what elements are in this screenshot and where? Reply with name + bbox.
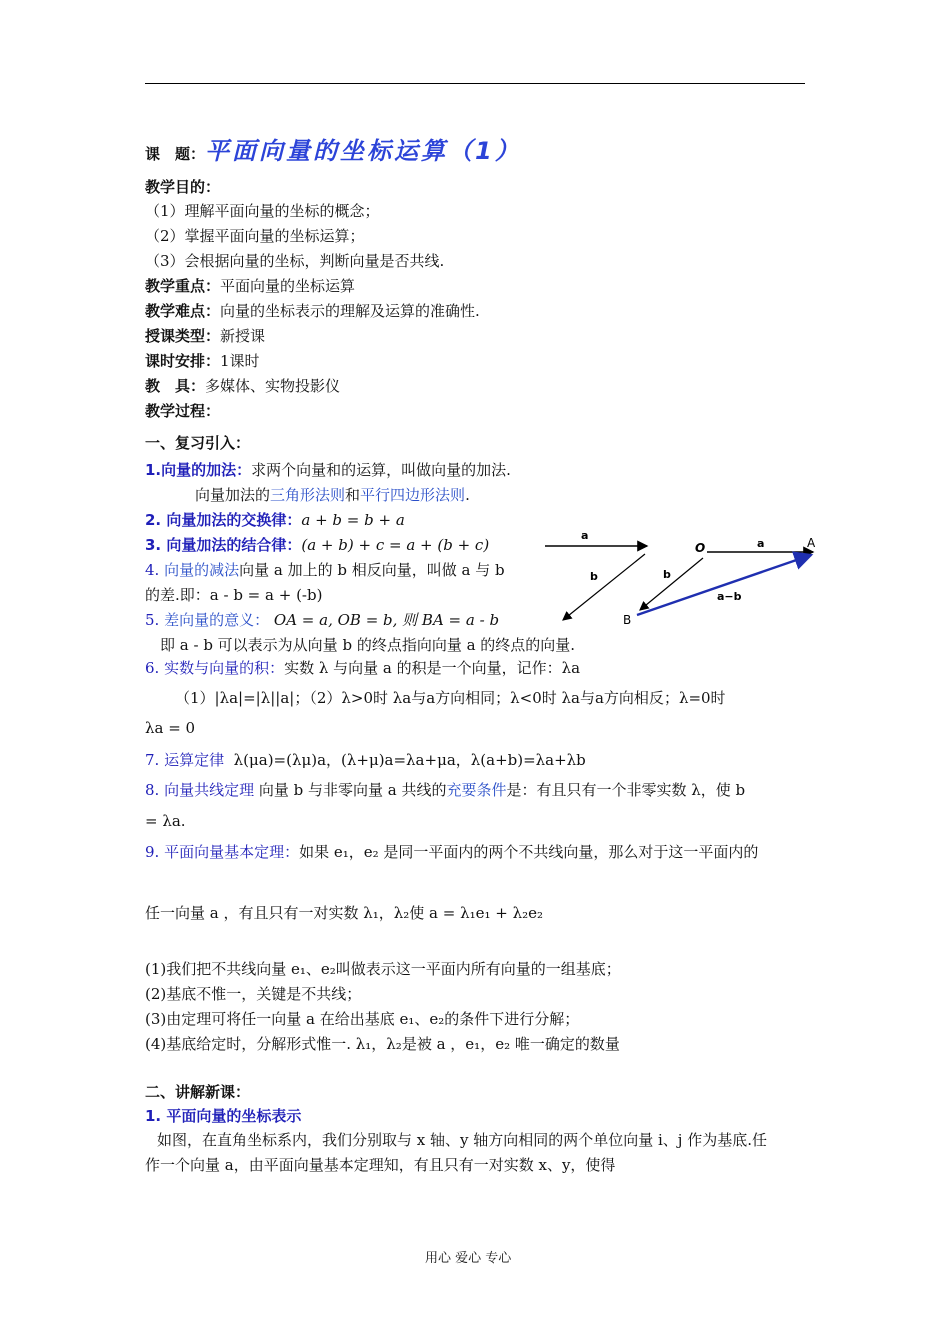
review-item-1b: 向量加法的三角形法则和平行四边形法则. — [195, 486, 470, 504]
link-triangle-rule[interactable]: 三角形法则 — [270, 486, 346, 504]
lesson-title-row — [145, 137, 522, 165]
label-a-left: a — [581, 530, 589, 542]
label-O: O — [695, 541, 706, 555]
review-item-3: 3. 向量加法的结合律：(a + b) + c = a + (b + c) — [145, 536, 490, 554]
new-item-1: 1. 平面向量的坐标表示 — [145, 1107, 302, 1125]
meta-tools: 教 具：多媒体、实物投影仪 — [145, 377, 341, 395]
vector-subtraction-figure — [535, 530, 825, 630]
review-item-9: 9. 平面向量基本定理：如果 e₁，e₂ 是同一平面内的两个不共线向量，那么对于这一平面内的 — [145, 843, 759, 861]
meta-hours: 课时安排：1课时 — [145, 352, 260, 370]
label-B: B — [623, 613, 632, 627]
link-necessary-sufficient[interactable]: 充要条件 — [446, 781, 507, 799]
meta-process: 教学过程： — [145, 402, 221, 420]
note-2: (2)基底不惟一，关键是不共线； — [145, 985, 362, 1003]
page-footer: 用心 爱心 专心 — [425, 1251, 512, 1266]
vector-b-left — [563, 554, 645, 620]
header-rule — [145, 83, 805, 84]
label-A: A — [807, 536, 816, 550]
new-para-2: 作一个向量 a，由平面向量基本定理知，有且只有一对实数 x、y，使得 — [145, 1156, 616, 1174]
review-item-4: 4. 向量的减法向量 a 加上的 b 相反向量，叫做 a 与 b — [145, 561, 505, 579]
review-item-1: 1.向量的加法：求两个向量和的运算，叫做向量的加法. — [145, 461, 511, 479]
title-prefix: 课 题： — [145, 145, 206, 163]
review-item-6: 6. 实数与向量的积：实数 λ 与向量 a 的积是一个向量，记作：λa — [145, 659, 581, 677]
section-review: 一、复习引入： — [145, 434, 251, 452]
vector-BA — [637, 555, 811, 615]
new-para-1: 如图，在直角坐标系内，我们分别取与 x 轴、y 轴方向相同的两个单位向量 i、j 作为基底.任 — [157, 1131, 767, 1149]
goal-2: （2）掌握平面向量的坐标运算； — [145, 227, 365, 245]
review-item-2: 2. 向量加法的交换律：a + b = b + a — [145, 511, 405, 529]
review-item-6-detail2: λa = 0 — [145, 719, 196, 737]
goal-1: （1）理解平面向量的坐标的概念； — [145, 202, 380, 220]
meta-type: 授课类型：新授课 — [145, 327, 266, 345]
meta-difficulty: 教学难点：向量的坐标表示的理解及运算的准确性. — [145, 302, 480, 320]
label-a-right: a — [757, 537, 765, 550]
meta-key-point: 教学重点：平面向量的坐标运算 — [145, 277, 356, 295]
section-new: 二、讲解新课： — [145, 1083, 251, 1101]
goal-3: （3）会根据向量的坐标，判断向量是否共线. — [145, 252, 445, 270]
review-item-5: 5. 差向量的意义： OA = a, OB = b, 则 BA = a - b — [145, 611, 500, 629]
note-4: (4)基底给定时，分解形式惟一. λ₁，λ₂是被 a ，e₁，e₂ 唯一确定的数量 — [145, 1035, 620, 1053]
label-b-left: b — [590, 570, 598, 583]
review-item-5b: 即 a - b 可以表示为从向量 b 的终点指向向量 a 的终点的向量. — [160, 636, 576, 654]
goals-label: 教学目的： — [145, 178, 221, 196]
review-item-7: 7. 运算定律 λ(μa)=(λμ)a，(λ+μ)a=λa+μa，λ(a+b)=λa+λb — [145, 751, 586, 769]
review-item-8b: = λa. — [145, 812, 186, 830]
review-item-4b: 的差.即：a - b = a + (-b) — [145, 586, 323, 604]
review-item-9b: 任一向量 a ，有且只有一对实数 λ₁，λ₂使 a = λ₁e₁ + λ₂e₂ — [145, 904, 544, 922]
link-subtraction[interactable]: 向量的减法 — [164, 561, 240, 579]
link-parallelogram-rule[interactable]: 平行四边形法则 — [360, 486, 466, 504]
review-item-8: 8. 向量共线定理 向量 b 与非零向量 a 共线的充要条件是：有且只有一个非零实数 λ，使 b — [145, 781, 746, 799]
note-3: (3)由定理可将任一向量 a 在给出基底 e₁、e₂的条件下进行分解； — [145, 1010, 580, 1028]
lesson-title: 平面向量的坐标运算（1） — [205, 137, 522, 165]
label-a-minus-b: a−b — [717, 590, 742, 603]
note-1: (1)我们把不共线向量 e₁、e₂叫做表示这一平面内所有向量的一组基底； — [145, 960, 621, 978]
label-b-right: b — [663, 568, 671, 581]
review-item-6-detail: （1）|λa|=|λ||a|；（2）λ>0时 λa与a方向相同；λ<0时 λa与a方向相反；λ=0时 — [175, 689, 726, 707]
